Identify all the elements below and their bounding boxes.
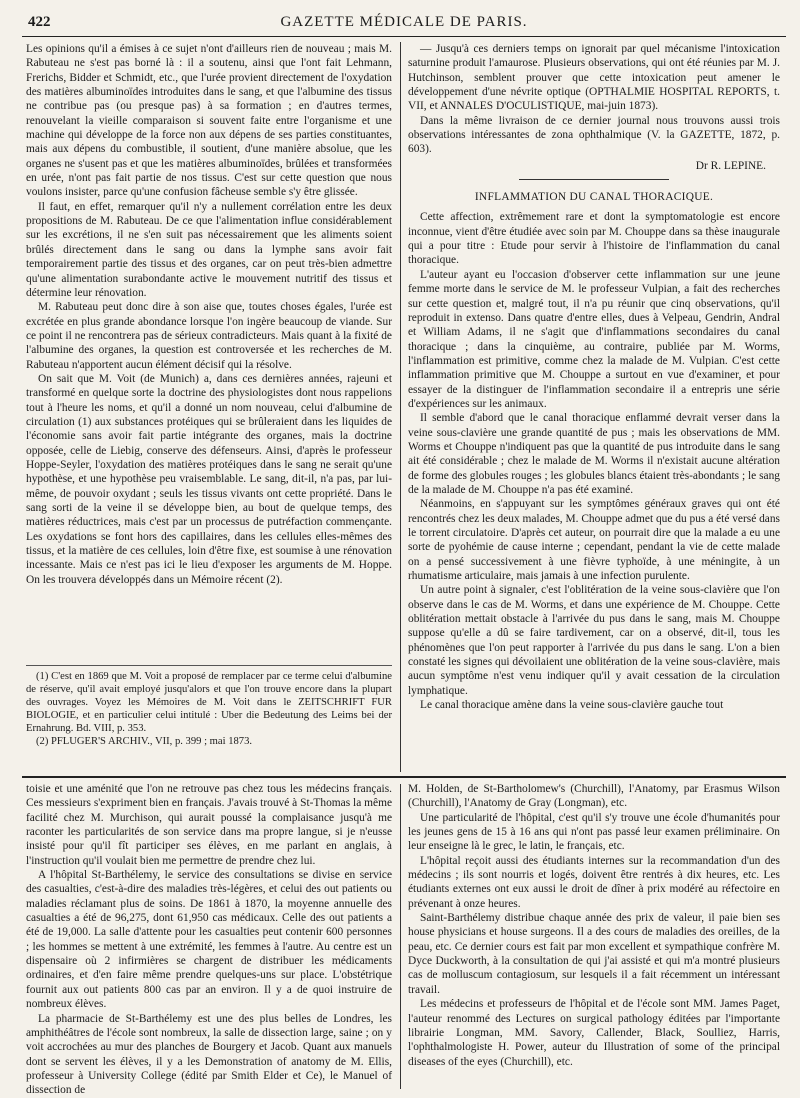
footnote: (2) PFLUGER'S ARCHIV., VII, p. 399 ; mai 1873. — [36, 736, 253, 747]
horizontal-divider — [22, 776, 786, 778]
paragraph: Il faut, en effet, remarquer qu'il n'y a nullement corrélation entre les deux propositions de M. Rabuteau. De ce que l'alimentation influe considérablement sur les excrétions, il ne s'en suit pas nécessairement que les aliments soient brûlés directement dans le sang ou dans la lymphe sans avoir fait temporairement partie des tissus et des organes, car on peut très-bien admettre qu'une alimentation surabondante active le mouvement nutritif des tissus et détermine leur rénovation. — [26, 200, 392, 299]
paragraph: M. Rabuteau peut donc dire à son aise que, toutes choses égales, l'urée est excrétée en plus grande abondance lorsque l'on ingère beaucoup de viande. Sur ce point il ne rencontrera pas de sérieux contradicteurs. Mais quant à la fixité de l'albumine des organes, la question est controversée et les recherches de M. Rabuteau n'apportent aucun élément décisif qui la résolve. — [26, 301, 392, 371]
paragraph: Les médecins et professeurs de l'hôpital et de l'école sont MM. James Paget, l'auteur renommé des Lectures on surgical pathology éditées par l'importante librairie Longman, MM. Savory, Callender, Black, Soulliez, Harris, l'ophthalmologiste H. Power, auteur du Illustration of some of the principal diseases of the eyes (Churchill), etc. — [408, 998, 780, 1068]
column-divider — [400, 42, 401, 772]
section-separator — [519, 179, 669, 180]
bottom-right-column — [408, 782, 780, 1090]
paragraph: Les opinions qu'il a émises à ce sujet n'ont d'ailleurs rien de nouveau ; mais M. Rabuteau ne s'est pas borné là : il a soutenu, ainsi que l'ont fait Lehmann, Frerichs, Bidder et Schmidt, etc., que l'urée provient directement de l'oxydation des matières albuminoïdes introduites dans le sang, et que l'albumine des tissus ne contribue pas (ou presque pas) à sa formation ; en d'autres termes, renouvelant la vieille comparaison si souvent faite entre l'organisme et une machine qui développe de la force non aux dépens de ses parties constituantes, mais aux dépens du combustible, il soutient, d'une manière absolue, que les organes ne s'usent pas et que les matières albuminoïdes, brûlées et transformées en urée, n'ont pas fait partie de nos tissus. C'est sur cette question que nous voulons insister, parce qu'une confusion fâcheuse semble s'y être glissée. — [26, 43, 392, 199]
paragraph: M. Holden, de St-Bartholomew's (Churchill), l'Anatomy, par Erasmus Wilson (Churchill), l'Anatomy de Gray (Longman), etc. — [408, 783, 780, 810]
paragraph: L'auteur ayant eu l'occasion d'observer cette inflammation sur une jeune femme morte dans le service de M. le professeur Vulpian, a fait des recherches sur cette question et, malgré tout, il n'a pu réunir que cinq observations, qu'il reproduit in extenso. Dans quatre d'entre elles, dues à Velpeau, Gendrin, Andral et William Adams, il ne s'agit que d'inflammations secondaires du canal thoracique ; dans la cinquième, au contraire, publiée par M. Worms, l'inflammation est primitive, comme chez la malade de M. Vulpian. C'est cette inflammation primitive que M. Chouppe a surtout en vue d'examiner, et pour essayer de la distinguer de l'inflammation secondaire il a entrepris une série d'expériences sur les animaux. — [408, 268, 780, 410]
page-header — [22, 10, 786, 37]
paragraph: Néanmoins, en s'appuyant sur les symptômes généraux graves qui ont été rencontrés chez les deux malades, M. Chouppe admet que du pus a été versé dans le torrent circulatoire. D'après cet auteur, on pourrait dire que la malade a eu une sorte de pyohémie de cause interne ; cependant, pendant la vie de cette malade on a pensé successivement à une fièvre typhoïde, à une méningite, à un rhumatisme articulaire, mais jamais à une infection purulente. — [408, 498, 780, 583]
section-title: INFLAMMATION DU CANAL THORACIQUE. — [474, 191, 714, 204]
paragraph: Un autre point à signaler, c'est l'oblitération de la veine sous-clavière que l'on observe dans le cas de M. Worms, et dans une expérience de M. Chouppe. Cette oblitération mettait obstacle à l'arrivée du pus dans le sang, mais M. Chouppe suppose qu'elle a dû se faire tardivement, car on a observé, dit-il, tous les phénomènes que l'on peut rapporter à l'arrivée du pus dans le sang. L'on a bien constaté les signes qui dévoilaient une oblitération de la veine sous-clavière, mais aucun symptôme n'est venu indiquer qu'il y avait cessation de la circulation lymphatique. — [408, 584, 780, 697]
top-left-column — [26, 42, 392, 660]
paragraph: Il semble d'abord que le canal thoracique enflammé devrait verser dans la veine sous-clavière une grande quantité de pus ; mais les observations de MM. Worms et Chouppe n'indiquent pas que la quantité de pus introduite dans le sang ait été considérable ; chez le malade de M. Worms il n'existait aucune altération de forme des globules rouges ; les globules blancs étaient très-abondants ; le sang de la malade de M. Chouppe n'a pas été examiné. — [408, 412, 780, 496]
author-signature: Dr R. LEPINE. — [695, 159, 766, 172]
journal-title: GAZETTE MÉDICALE DE PARIS. — [280, 14, 528, 30]
paragraph: A l'hôpital St-Barthélemy, le service des consultations se divise en service des casualties, c'est-à-dire des maladies très-légères, et celui des out patients ou maladies réclamant plus de soins. De 1861 à 1870, la moyenne annuelle des casualties a été de 96,275, dont 61,950 cas médicaux. Celle des out patients a été de 19,000. La salle d'attente pour les casualties peut contenir 600 personnes ; les hommes se mettent à une extrémité, les femmes à l'autre. Au centre est un dispensaire où 2 infirmières se chargent de distribuer les médicaments ordinaires, et d'en faire même prendre quelques-uns sur place. L'obstétrique fournit aux out patients 800 cas par an environ. Il y a de quoi instruire de nombreux élèves. — [26, 869, 392, 1011]
paragraph: La pharmacie de St-Barthélemy est une des plus belles de Londres, les amphithéâtres de l'école sont nombreux, la salle de dissection large, saine ; on y voit accrochées au mur des planches de Bourgery et Jacob. Quant aux manuels dont se servent les élèves, il y a les Demonstration of anatomy de M. Ellis, professeur à University College (édité par Smith Elder et Ce), le Manuel of dissection de — [26, 1012, 392, 1097]
paragraph: Dans la même livraison de ce dernier journal nous trouvons aussi trois observations intéressantes de zona ophthalmique (V. la GAZETTE, 1872, p. 603). — [408, 114, 780, 156]
column-divider — [400, 784, 401, 1089]
paragraph: toisie et une aménité que l'on ne retrouve pas chez tous les médecins français. Ces messieurs s'expriment bien en français. J'avais trouvé à St-Thomas la même facilité chez M. Murchison, qui aurait poussé la complaisance jusqu'à me raconter les particularités de son service dans ma propre langue, si je n'eusse insisté pour qu'il fît participer ses élèves, en me parlant en anglais, à l'instruction qu'il voulait bien me permettre de prendre chez lui. — [26, 783, 392, 867]
paragraph: Saint-Barthélemy distribue chaque année des prix de valeur, il paie bien ses house physicians et house surgeons. Il a des cours de maladies des oreilles, de la peau, etc. Ce dernier cours est fait par mon excellent et sympathique confrère M. Dyce Duckworth, à la consultation de qui j'ai assisté et qui m'a montré plusieurs cas de molluscum contagiosum, sur lesquels il a fait récemment un intéressant travail. — [408, 912, 780, 996]
footnote: (1) C'est en 1869 que M. Voit a proposé de remplacer par ce terme celui d'albumine de réserve, qu'il avait employé jusqu'alors et que l'on trouve encore dans la plupart des ouvrages. Voyez les Mémoires de M. Voit dans le ZEITSCHRIFT FUR BIOLOGIE, et en particulier celui intitulé : Uber die Bedeutung des Leims bei der Ernahrung. Bd. VIII, p. 353. — [26, 671, 392, 734]
page-number: 422 — [28, 14, 51, 30]
paragraph: On sait que M. Voit (de Munich) a, dans ces dernières années, rajeuni et transformé en quelque sorte la doctrine des physiologistes dont nous rappelions tout à l'heure les noms, et qu'il a donné un nom nouveau, celui d'albumine de circulation (1) aux substances protéiques qui se brûleraient dans les liquides de l'économie sans avoir fait partie intégrante des organes, mais la doctrine opposée, celle de Liebig, conserve des défenseurs. Ainsi, d'après le professeur Hoppe-Seyler, l'oxydation des matières protéiques dans le sang ne serait qu'une hypothèse, et une hypothèse peu vraisemblable. Le sang, dit-il, n'a pas, par lui-même, de pouvoir oxydant ; seuls les tissus vivants ont cette propriété. Dans le sang sorti de la veine il se développe bien, au bout de quelque temps, des matières réductrices, mais c'est par un processus de putréfaction commençante. Les oxydations se font hors des capillaires, dans les cellules elles-mêmes des tissus, et la matière de ces cellules, loin d'être fixe, est soumise à une rénovation incessante. Mais ce n'est pas ici le lieu d'exposer les arguments de M. Hoppe. On les trouvera développés dans un Mémoire récent (2). — [26, 372, 392, 586]
paragraph: Le canal thoracique amène dans la veine sous-clavière gauche tout — [420, 699, 724, 712]
paragraph: Cette affection, extrêmement rare et dont la symptomatologie est encore inconnue, vient d'être étudiée avec soin par M. Chouppe dans sa thèse inaugurale qui a pour titre : Etude pour servir à l'histoire de l'inflammation du canal thoracique. — [408, 211, 780, 267]
paragraph: — Jusqu'à ces derniers temps on ignorait par quel mécanisme l'intoxication saturnine produit l'amaurose. Plusieurs observations, qui ont été réunies par M. J. Hutchinson, semblent prouver que cette intoxication peut amener le développement d'une névrite optique (OPTHALMIE HOSPITAL REPORTS, t. VII, et ANNALES D'OCULISTIQUE, mai-juin 1873). — [408, 43, 780, 113]
paragraph: L'hôpital reçoit aussi des étudiants internes sur la recommandation d'un des médecins ; ils sont nourris et logés, doivent être rentrés à dix heures, etc. Les étudiants externes ont eux aussi le droit de dîner à prix modéré au réfectoire en prévenant à onze heures. — [408, 854, 780, 910]
footnotes — [26, 665, 392, 766]
bottom-left-column — [26, 782, 392, 1097]
paragraph: Une particularité de l'hôpital, c'est qu'il s'y trouve une école d'humanités pour les jeunes gens de 15 à 16 ans qui n'ont pas passé leur examen préliminaire. On leur enseigne là le grec, le latin, le français, etc. — [408, 811, 780, 853]
top-right-column — [408, 42, 780, 772]
